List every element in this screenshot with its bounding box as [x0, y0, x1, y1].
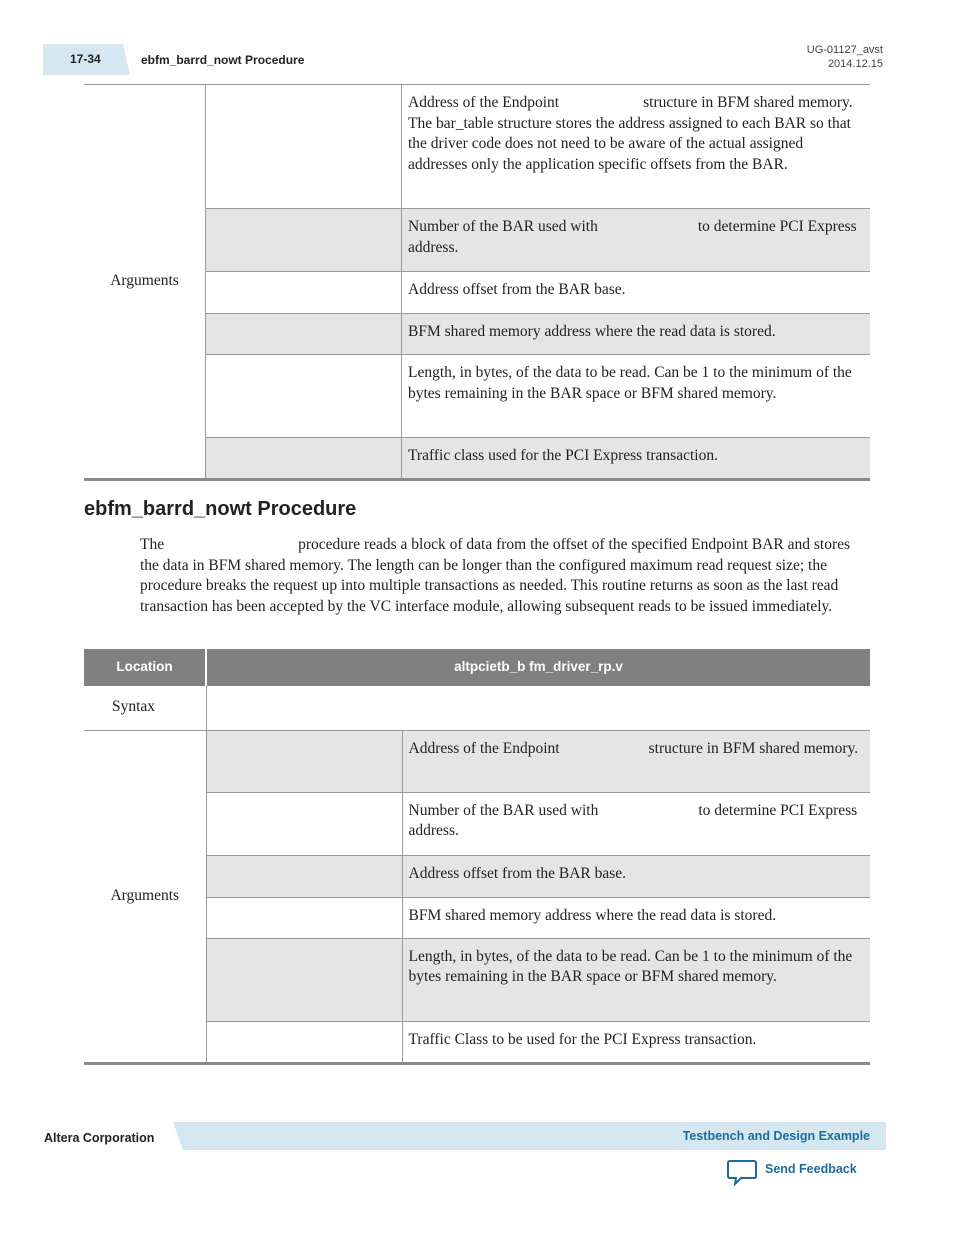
chapter-link[interactable]: Testbench and Design Example [682, 1129, 870, 1143]
arg-desc-cell: Traffic class used for the PCI Express transaction. [402, 438, 871, 480]
arg-desc-cell: BFM shared memory address where the read data is stored. [402, 314, 871, 355]
document-id: UG-01127_avst [806, 44, 883, 56]
arg-name-cell [206, 938, 402, 1021]
arg-desc-cell: Length, in bytes, of the data to be read. Can be 1 to the minimum of the bytes remaining in the BAR space or BFM shared memory. [402, 355, 871, 438]
arg-desc-cell: Address of the Endpoint structure in BFM shared memory. [402, 730, 870, 792]
arg-desc-cell: Address offset from the BAR base. [402, 855, 870, 897]
running-header-title: ebfm_barrd_nowt Procedure [141, 53, 305, 67]
arg-desc-cell: Number of the BAR used with to determine PCI Express address. [402, 209, 871, 272]
arg-name-cell [206, 438, 402, 480]
send-feedback-link[interactable]: Send Feedback [765, 1162, 857, 1176]
arg-name-cell [206, 792, 402, 855]
procedure-table [84, 649, 870, 1065]
arg-desc-cell: BFM shared memory address where the read data is stored. [402, 897, 870, 938]
arg-desc-cell: Traffic Class to be used for the PCI Express transaction. [408, 1030, 757, 1048]
arg-name-cell [206, 85, 402, 209]
arg-name-cell [206, 209, 402, 272]
document-date: 2014.12.15 [827, 58, 883, 70]
arguments-label: Arguments [84, 85, 206, 480]
arg-name-cell [206, 355, 402, 438]
section-paragraph: The procedure reads a block of data from the offset of the specified Endpoint BAR and stores the data in BFM shared memory. The length can be longer than the configured maximum read request size; the procedure breaks the request up into multiple transactions as needed. This routine returns as soon as the last read transaction has been accepted by the VC interface module, allowing subsequent reads to be issued immediately. [140, 536, 851, 616]
arg-name-cell [206, 855, 402, 897]
page-number: 17-34 [70, 52, 101, 66]
feedback-bubble-icon[interactable] [727, 1159, 757, 1187]
document-id-block [807, 43, 883, 71]
location-value: altpcietb_b fm_driver_rp.v [206, 649, 870, 686]
arg-desc-cell: Address of the Endpoint structure in BFM shared memory. The bar_table structure stores the address assigned to each BAR so that the driver code does not need to be aware of the actual assigned addresses only the application specific offsets from the BAR. [402, 85, 871, 209]
arg-name-cell [206, 897, 402, 938]
arguments-label: Arguments [84, 730, 206, 1063]
arg-name-cell [206, 1021, 402, 1063]
arg-desc-cell: Length, in bytes, of the data to be read. Can be 1 to the minimum of the bytes remaining in the BAR space or BFM shared memory. [402, 938, 870, 1021]
arg-name-cell [206, 272, 402, 314]
syntax-value [206, 686, 870, 730]
arg-desc-cell: Number of the BAR used with to determine PCI Express address. [402, 792, 870, 855]
location-header: Location [84, 649, 206, 686]
syntax-label: Syntax [84, 686, 206, 730]
section-heading: ebfm_barrd_nowt Procedure [84, 498, 357, 520]
arg-name-cell [206, 730, 402, 792]
footer-corporation: Altera Corporation [44, 1131, 155, 1145]
arg-desc-cell: Address offset from the BAR base. [402, 272, 871, 314]
arg-name-cell [206, 314, 402, 355]
arguments-table-continued [84, 84, 870, 481]
